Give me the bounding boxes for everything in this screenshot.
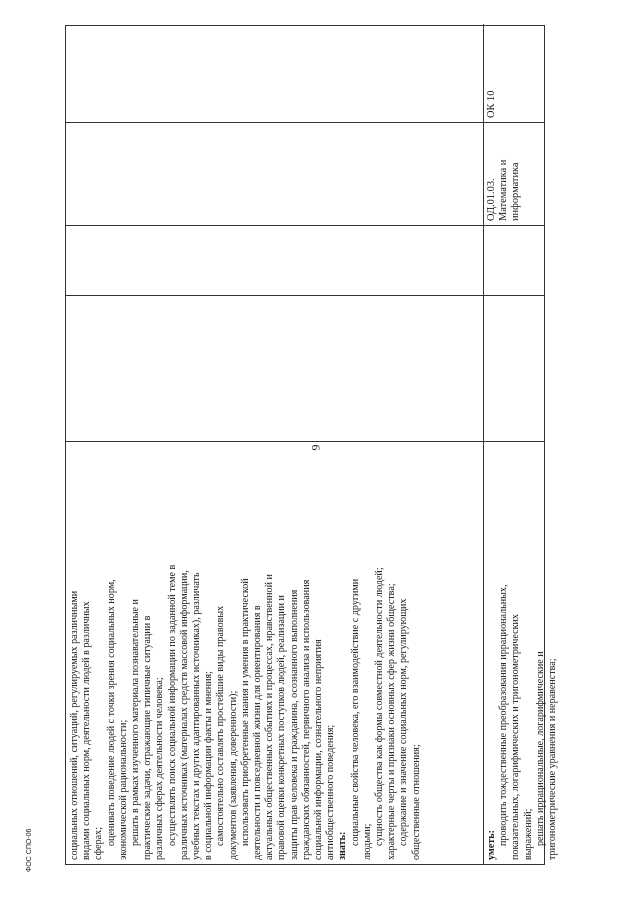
text-line: проводить тождественные преобразования иррациональных, — [498, 584, 510, 846]
text-line: людьми; — [361, 823, 373, 860]
text-line: тригонометрические уравнения и неравенства; — [547, 658, 559, 860]
text-line: актуальных общественных событиях и процессах, нравственной и — [264, 574, 276, 860]
text-line: практические задачи, отражающие типичные ситуации в — [142, 615, 154, 860]
text-line: выражений; — [522, 808, 534, 860]
text-line: защиты прав человека и гражданина, осознанного выполнения — [288, 589, 300, 860]
text-line: гражданских обязанностей, первичного анализа и использования — [300, 579, 312, 860]
text-line: сферах; — [93, 826, 105, 860]
text-line: оценивать поведение людей с точки зрения социальных норм, — [105, 579, 117, 846]
text-line: в социальной информации факты и мнения; — [203, 671, 215, 860]
text-line: осуществлять поиск социальной информации по заданной теме в — [166, 564, 178, 846]
text-line: учебных текстах и других адаптированных источниках), различать — [191, 572, 203, 860]
page-number: 9 — [308, 444, 323, 451]
footer-label: ФОС СПО-06 — [26, 828, 33, 872]
text-line: сущность общества как формы совместной деятельности людей; — [374, 567, 386, 846]
empty-cell — [483, 296, 545, 442]
competence-table — [65, 25, 559, 865]
text-line: использовать приобретенные знания и умения в практической — [239, 578, 251, 846]
text-line: различных источниках (материалах средств массовой информации, — [178, 570, 190, 860]
empty-cell — [483, 226, 545, 296]
text-line: антиобщественного поведения; — [325, 724, 337, 860]
text-line: социальных отношений, ситуаций, регулируемых различными — [69, 590, 80, 860]
competence-label: ОК 10 — [486, 90, 497, 118]
empty-cell — [66, 226, 483, 296]
text-line: различных сферах деятельности человека; — [154, 677, 166, 860]
text-line: общественные отношения; — [410, 744, 422, 860]
discipline-cell — [483, 123, 545, 226]
text-line: деятельности и повседневной жизни для ориентирования в — [252, 605, 264, 860]
text-line: показательных, логарифмических и тригонометрических — [510, 614, 522, 860]
text-line: видами социальных норм, деятельности людей в различных — [81, 601, 93, 860]
rotated-page — [65, 25, 559, 865]
table-row-1 — [66, 24, 484, 864]
text-line: социальные свойства человека, его взаимодействие с другими — [349, 578, 361, 846]
text-line: правовой оценки конкретных поступков людей, реализации и — [276, 595, 288, 860]
empty-cell — [66, 296, 483, 442]
text-line: самостоятельно составлять простейшие виды правовых — [215, 605, 227, 846]
text-line: знать: — [337, 831, 349, 860]
requirements-cell — [66, 442, 483, 864]
text-line: уметь: — [486, 830, 497, 860]
table-row-2 — [483, 24, 559, 864]
text-line: содержание и значение социальных норм, регулирующих — [398, 598, 410, 846]
discipline-label: ОД.01.03. Математика и информатика — [486, 159, 522, 221]
requirements-cell — [483, 442, 559, 864]
empty-cell — [66, 24, 483, 123]
text-line: характерные черты и признаки основных сфер жизни общества; — [386, 583, 398, 860]
empty-cell — [66, 123, 483, 226]
text-line: решать иррациональные, логарифмические и — [534, 651, 546, 846]
text-line: социальной информации, сознательного неприятия — [313, 639, 325, 860]
competence-cell — [483, 24, 545, 123]
text-line: решать в рамках изученного материала познавательные и — [130, 599, 142, 846]
text-line: документов (заявления, доверенности); — [227, 690, 239, 860]
text-line: экономической рациональности; — [117, 719, 129, 860]
